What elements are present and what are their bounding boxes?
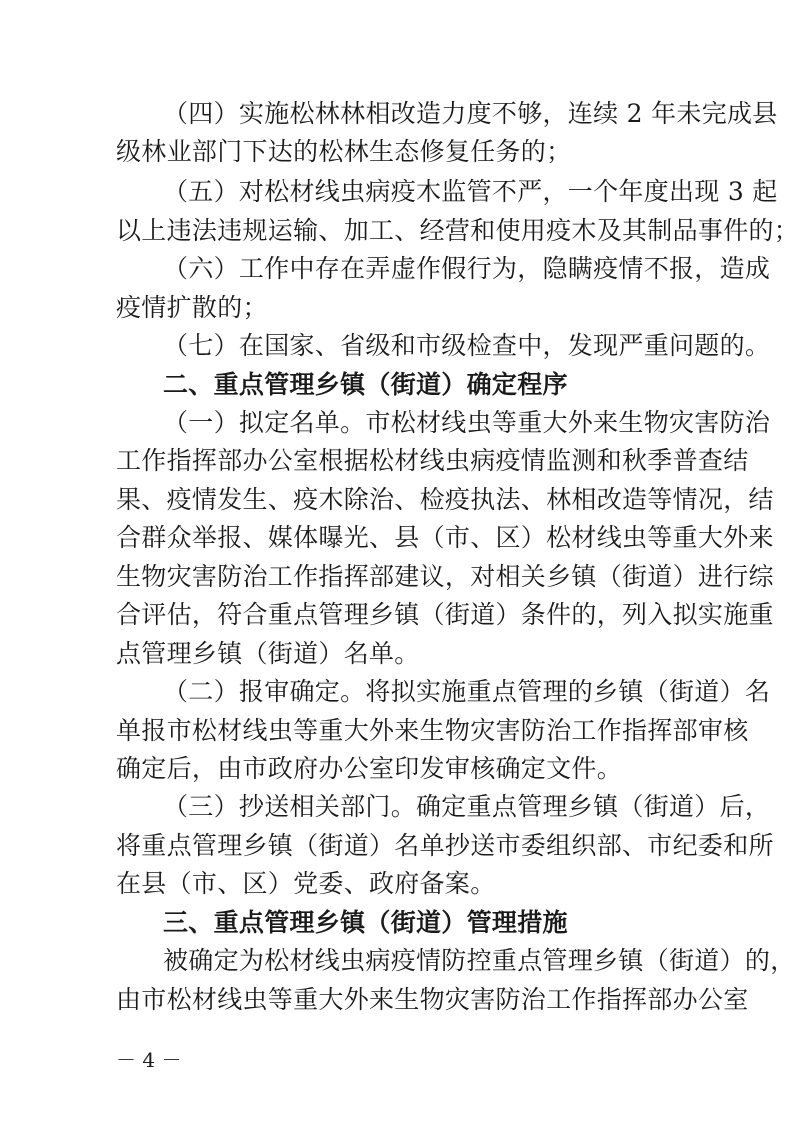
paragraph-5-line-1: （五）对松材线虫病疫木监管不严，一个年度出现 3 起 — [163, 177, 778, 206]
section-heading-2: 二、重点管理乡镇（街道）确定程序 — [163, 370, 568, 399]
item-1-line-7: 点管理乡镇（街道）名单。 — [116, 639, 420, 668]
item-2-line-2: 单报市松材线虫等重大外来生物灾害防治工作指挥部审核 — [116, 716, 749, 745]
item-1-line-4: 合群众举报、媒体曝光、县（市、区）松材线虫等重大外来 — [116, 523, 774, 552]
item-3-line-2: 将重点管理乡镇（街道）名单抄送市委组织部、市纪委和所 — [116, 831, 774, 860]
item-1-line-6: 合评估，符合重点管理乡镇（街道）条件的，列入拟实施重 — [116, 600, 774, 629]
item-1-line-1: （一）拟定名单。市松材线虫等重大外来生物灾害防治 — [163, 408, 771, 437]
item-2-line-1: （二）报审确定。将拟实施重点管理的乡镇（街道）名 — [163, 677, 771, 706]
paragraph-4-line-2: 级林业部门下达的松林生态修复任务的； — [116, 137, 572, 166]
page-number: － 4 － — [116, 1048, 182, 1072]
section-3-line-1: 被确定为松材线虫病疫情防控重点管理乡镇（街道）的， — [163, 946, 796, 975]
item-3-line-1: （三）抄送相关部门。确定重点管理乡镇（街道）后， — [163, 792, 771, 821]
item-1-line-3: 果、疫情发生、疫木除治、检疫执法、林相改造等情况，结 — [116, 485, 774, 514]
item-2-line-3: 确定后，由市政府办公室印发审核确定文件。 — [116, 754, 623, 783]
paragraph-6-line-2: 疫情扩散的； — [116, 293, 268, 322]
item-1-line-5: 生物灾害防治工作指挥部建议，对相关乡镇（街道）进行综 — [116, 562, 774, 591]
paragraph-5-line-2: 以上违法违规运输、加工、经营和使用疫木及其制品事件的； — [116, 216, 800, 245]
paragraph-6-line-1: （六）工作中存在弄虚作假行为，隐瞒疫情不报，造成 — [163, 254, 771, 283]
item-3-line-3: 在县（市、区）党委、政府备案。 — [116, 869, 496, 898]
paragraph-7-line-1: （七）在国家、省级和市级检查中，发现严重问题的。 — [163, 331, 771, 360]
item-1-line-2: 工作指挥部办公室根据松材线虫病疫情监测和秋季普查结 — [116, 446, 749, 475]
paragraph-4-line-1: （四）实施松林林相改造力度不够，连续 2 年未完成县 — [163, 99, 778, 128]
section-heading-3: 三、重点管理乡镇（街道）管理措施 — [163, 908, 568, 937]
section-3-line-2: 由市松材线虫等重大外来生物灾害防治工作指挥部办公室 — [116, 985, 749, 1014]
